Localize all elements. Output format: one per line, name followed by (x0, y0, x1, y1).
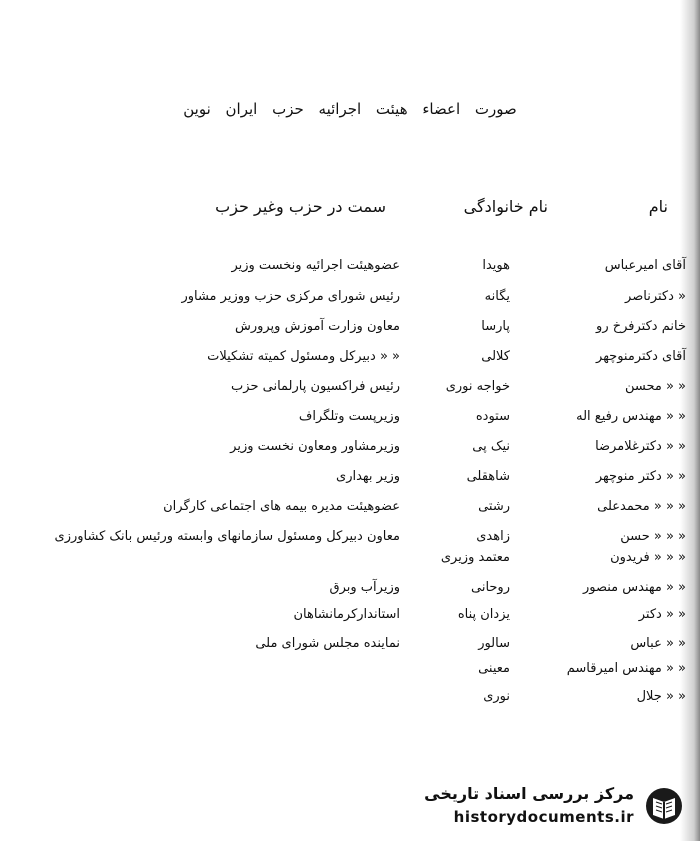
member-last-name: ستوده (475, 409, 510, 424)
member-position: وزیر بهداری (336, 469, 400, 484)
member-first-name: « « دکتر منوچهر (595, 469, 686, 484)
member-first-name: « « محسن (624, 379, 686, 394)
member-last-name: نیک پی (472, 439, 510, 454)
member-first-name: « « جلال (636, 689, 686, 704)
member-first-name: آقای دکترمنوچهر (596, 349, 686, 364)
member-first-name: « « دکترغلامرضا (595, 439, 686, 454)
table-row (0, 439, 700, 465)
member-position: رئیس فراکسیون پارلمانی حزب (231, 379, 400, 394)
member-first-name: آقای امیرعباس (604, 258, 686, 273)
table-row (0, 319, 700, 345)
table-row (0, 689, 700, 715)
table-row (0, 580, 700, 606)
table-row (0, 409, 700, 435)
table-row (0, 550, 700, 576)
member-position: معاون وزارت آموزش وپرورش (234, 319, 400, 334)
member-last-name: روحانی (470, 580, 510, 595)
table-row (0, 607, 700, 633)
member-first-name: « « مهندس منصور (582, 580, 686, 595)
member-last-name: شاهقلی (466, 469, 510, 484)
member-position: وزیرمشاور ومعاون نخست وزیر (230, 439, 400, 454)
column-headers (140, 197, 700, 227)
member-last-name: یگانه (484, 289, 510, 304)
watermark-text-url[interactable]: historydocuments.ir (453, 808, 634, 826)
member-first-name: « « « حسن (620, 529, 686, 544)
member-position: استاندارکرمانشاهان (293, 607, 400, 622)
table-row (0, 499, 700, 525)
member-last-name: زاهدی (476, 529, 510, 544)
member-last-name: معینی (478, 661, 510, 676)
table-row (0, 379, 700, 405)
member-last-name: خواجه نوری (445, 379, 510, 394)
member-position: معاون دبیرکل ومسئول سازمانهای وابسته ورئیس بانک کشاورزی (54, 529, 400, 544)
member-last-name: رشتی (478, 499, 510, 514)
header-first-name: نام (648, 197, 668, 216)
document-title: صورت اعضاء هیئت اجرائیه حزب ایران نوین (183, 100, 517, 118)
watermark-text-persian: مرکز بررسی اسناد تاریخی (424, 784, 634, 803)
book-logo-icon (644, 786, 684, 826)
member-first-name: « « « محمدعلی (597, 499, 686, 514)
member-first-name: « دکترناصر (625, 289, 686, 304)
member-last-name: سالور (478, 636, 510, 651)
header-last-name: نام خانوادگی (463, 197, 548, 216)
table-row (0, 661, 700, 687)
member-last-name: معتمد وزیری (440, 550, 510, 565)
table-row (0, 349, 700, 375)
member-last-name: کلالی (481, 349, 510, 364)
member-first-name: « « « فریدون (610, 550, 686, 565)
member-position: عضوهیئت اجرائیه ونخست وزیر (231, 258, 400, 273)
member-position: نماینده مجلس شورای ملی (255, 636, 400, 651)
member-last-name: پارسا (481, 319, 510, 334)
member-first-name: خانم دکترفرخ رو (596, 319, 686, 334)
member-last-name: یزدان پناه (457, 607, 510, 622)
table-row (0, 469, 700, 495)
watermark (410, 782, 690, 832)
member-position: « « دبیرکل ومسئول کمیته تشکیلات (207, 349, 400, 364)
member-first-name: « « مهندس امیرقاسم (566, 661, 686, 676)
member-last-name: هویدا (482, 258, 510, 273)
member-position: وزیرآب وبرق (329, 580, 400, 595)
member-first-name: « « دکتر (638, 607, 686, 622)
table-row (0, 258, 700, 284)
member-position: وزیرپست وتلگراف (298, 409, 400, 424)
member-position: رئیس شورای مرکزی حزب ووزیر مشاور (181, 289, 400, 304)
member-first-name: « « مهندس رفیع اله (576, 409, 686, 424)
table-row (0, 289, 700, 315)
member-last-name: نوری (483, 689, 510, 704)
table-row (0, 636, 700, 662)
member-position: عضوهیئت مدیره بیمه های اجتماعی کارگران (163, 499, 400, 514)
member-first-name: « « عباس (630, 636, 686, 651)
header-position: سمت در حزب وغیر حزب (215, 197, 386, 216)
